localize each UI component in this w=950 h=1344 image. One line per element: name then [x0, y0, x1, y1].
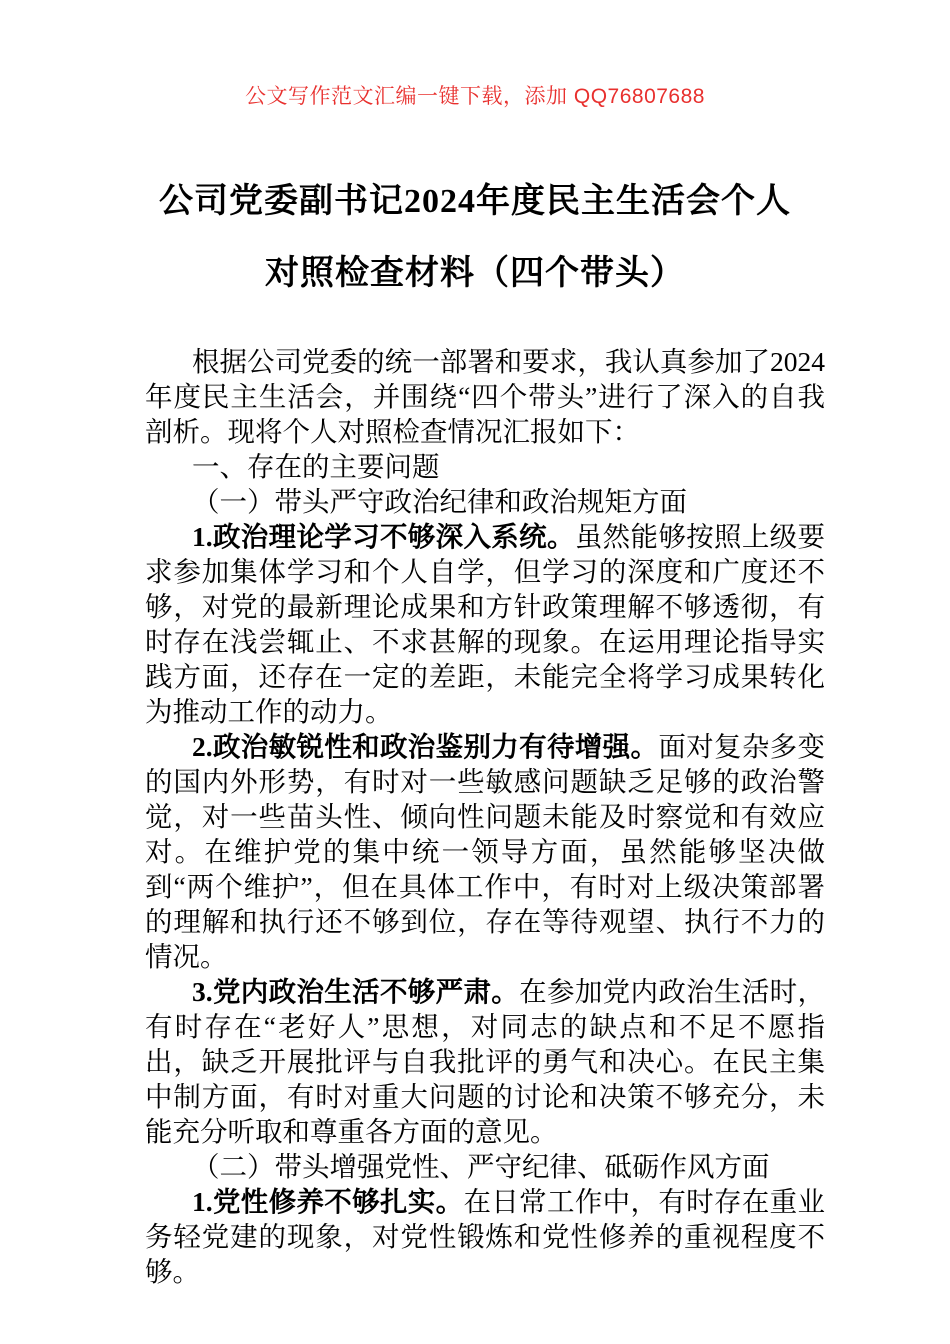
paragraph-text: 在日常工作中，有时存在重业务轻党建的现象，对党性锻炼和党性修养的重视程度不够。 — [145, 1186, 826, 1287]
paragraph-text: 面对复杂多变的国内外形势，有时对一些敏感问题缺乏足够的政治警觉，对一些苗头性、倾向性问题未能及时察觉和有效应对。在维护党的集中统一领导方面，虽然能够坚决做到“两个维护”，但在具体工作中，有时对上级决策部署的理解和执行还不够到位，存在等待观望、执行不力的情况。 — [145, 731, 826, 972]
title-line-1: 公司党委副书记2024年度民主生活会个人 — [159, 183, 791, 220]
paragraph-text: 虽然能够按照上级要求参加集体学习和个人自学，但学习的深度和广度还不够，对党的最新理论成果和方针政策理解不够透彻，有时存在浅尝辄止、不求甚解的现象。在运用理论指导实践方面，还存在一定的差距，未能完全将学习成果转化为推动工作的动力。 — [145, 521, 826, 727]
section-heading-main-problems — [145, 449, 825, 484]
section-heading-party-spirit — [145, 1149, 825, 1184]
paragraph-bold-lead: 1.党性修养不够扎实。 — [192, 1186, 464, 1217]
heading-text: 一、存在的主要问题 — [192, 451, 440, 482]
document-title — [0, 166, 950, 310]
paragraph-bold-lead: 1.政治理论学习不够深入系统。 — [192, 521, 575, 552]
paragraph-issue-theory-study — [145, 519, 825, 729]
paragraph-bold-lead: 3.党内政治生活不够严肃。 — [192, 976, 520, 1007]
paragraph-issue-party-cultivation — [145, 1184, 825, 1289]
paragraph-text: 在参加党内政治生活时，有时存在“老好人”思想，对同志的缺点和不足不愿指出，缺乏开展批评与自我批评的勇气和决心。在民主集中制方面，有时对重大问题的讨论和决策不够充分，未能充分听取和尊重各方面的意见。 — [145, 976, 826, 1147]
title-line-2: 对照检查材料（四个带头） — [265, 255, 685, 292]
document-body — [145, 344, 825, 1289]
paragraph-bold-lead: 2.政治敏锐性和政治鉴别力有待增强。 — [192, 731, 659, 762]
paragraph-text: 根据公司党委的统一部署和要求，我认真参加了2024年度民主生活会，并围绕“四个带头”进行了深入的自我剖析。现将个人对照检查情况汇报如下： — [145, 346, 825, 447]
heading-text: （一）带头严守政治纪律和政治规矩方面 — [192, 486, 687, 517]
section-heading-political-discipline — [145, 484, 825, 519]
paragraph-intro — [145, 344, 825, 449]
heading-text: （二）带头增强党性、严守纪律、砥砺作风方面 — [192, 1151, 770, 1182]
promo-banner-text: 公文写作范文汇编一键下载，添加 QQ76807688 — [245, 85, 705, 108]
paragraph-issue-party-life — [145, 974, 825, 1149]
paragraph-issue-political-acuity — [145, 729, 825, 974]
